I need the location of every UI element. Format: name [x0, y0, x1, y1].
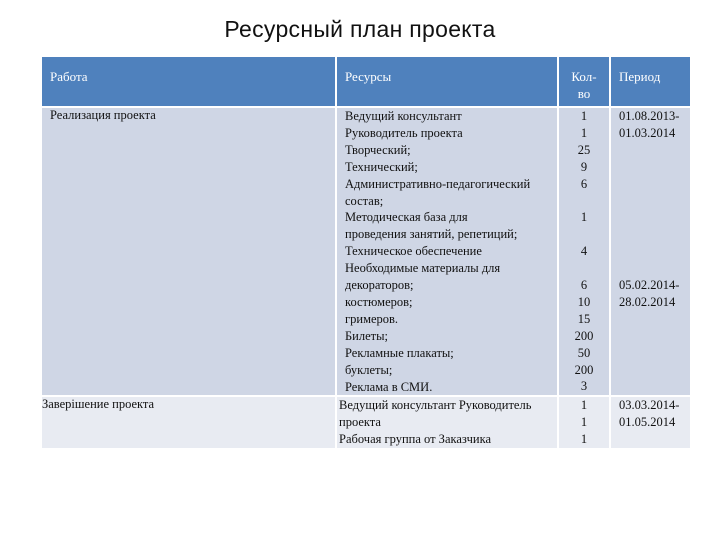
period-cell: [610, 107, 690, 396]
work-cell: Заверішение проекта: [42, 396, 336, 448]
quantity-value: 50: [577, 345, 591, 360]
resource-line: Ведущий консультант Руководитель: [339, 398, 532, 413]
quantity-value: 25: [577, 142, 591, 157]
quantity-cell: [558, 107, 610, 396]
resource-line: Реклама в СМИ.: [345, 379, 433, 394]
header-quantity-line1: Кол-: [571, 69, 597, 84]
resource-line: костюмеров;: [345, 294, 413, 309]
quantity-cell: [558, 396, 610, 448]
resource-line: Методическая база для: [345, 210, 468, 225]
quantity-value: 1: [580, 398, 588, 413]
quantity-value: 9: [580, 159, 588, 174]
header-work: Работа: [50, 69, 88, 84]
quantity-value: 6: [580, 278, 588, 293]
quantity-value: [559, 260, 609, 277]
resource-line: Административно-педагогический: [345, 176, 531, 191]
quantity-value: [559, 193, 609, 210]
page-title: Ресурсный план проекта: [224, 16, 496, 42]
period-end: 01.03.2014: [619, 125, 676, 140]
table-header-row: [42, 57, 690, 107]
resources-cell: [336, 396, 558, 448]
work-cell: Реализация проекта: [42, 107, 336, 396]
header-resources: Ресурсы: [336, 57, 558, 107]
resource-line: состав;: [345, 193, 384, 208]
header-quantity: [558, 57, 610, 107]
quantity-value: 1: [580, 210, 588, 225]
resource-line: гримеров.: [345, 311, 399, 326]
resource-line: Ведущий консультант: [345, 109, 462, 123]
resource-line: Рабочая группа от Заказчика: [339, 432, 492, 447]
resource-line: Техническое обеспечение: [345, 244, 482, 259]
resource-line: Необходимые материалы для: [345, 261, 501, 276]
period-end: 28.02.2014: [619, 294, 676, 309]
resource-line: проведения занятий, репетиций;: [345, 227, 518, 242]
quantity-value: 200: [574, 362, 594, 377]
resource-plan-table: [42, 57, 690, 448]
period-start: 01.08.2013-: [619, 109, 680, 123]
resource-line: декораторов;: [345, 278, 414, 293]
quantity-value: 200: [574, 328, 594, 343]
period-cell: [610, 396, 690, 448]
resource-line: Билеты;: [345, 328, 388, 343]
resource-line: Творческий;: [345, 142, 411, 157]
header-quantity-line2: во: [577, 85, 591, 101]
quantity-value: 6: [580, 176, 588, 191]
quantity-value: 4: [580, 244, 588, 259]
resource-line: Технический;: [345, 159, 418, 174]
quantity-value: [559, 226, 609, 243]
quantity-value: 3: [580, 379, 588, 394]
header-period: Период: [610, 57, 690, 107]
resource-line: буклеты;: [345, 362, 393, 377]
quantity-value: 1: [580, 432, 588, 447]
quantity-value: 1: [580, 109, 588, 123]
resource-line: Руководитель проекта: [345, 125, 463, 140]
table-row: [42, 107, 690, 396]
resources-cell: [336, 107, 558, 396]
period-end: 01.05.2014: [619, 415, 676, 430]
resource-line: проекта: [339, 415, 381, 430]
quantity-value: 10: [577, 294, 591, 309]
table-row: [42, 396, 690, 448]
quantity-value: 1: [580, 125, 588, 140]
quantity-value: 15: [577, 311, 591, 326]
period-start: 03.03.2014-: [619, 398, 680, 413]
quantity-value: 1: [580, 415, 588, 430]
resource-line: Рекламные плакаты;: [345, 345, 454, 360]
period-start: 05.02.2014-: [619, 277, 680, 292]
